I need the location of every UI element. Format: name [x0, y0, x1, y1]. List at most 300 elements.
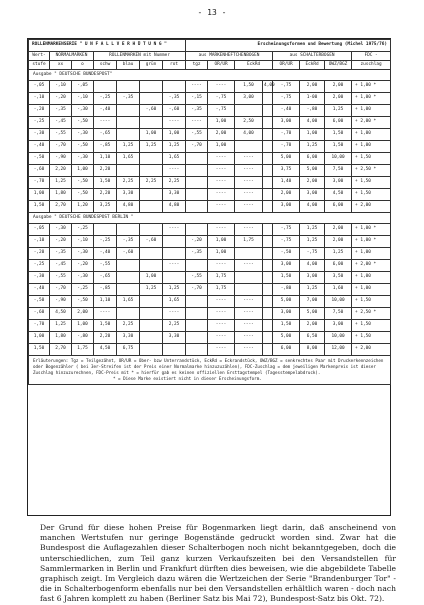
- table-cell: 12,00: [325, 344, 352, 356]
- table-cell: -,35: [50, 105, 72, 117]
- table-cell: + 2,50 *: [352, 165, 391, 177]
- table-cell: -,60: [140, 236, 163, 248]
- table-cell: 3,30: [117, 189, 140, 201]
- table-cell: 4,50: [50, 308, 72, 320]
- table-cell: -,70: [50, 284, 72, 296]
- table-title: ROLLENMARKENSERIE " U N F A L L V E R H Ü T U N G ": [29, 40, 186, 52]
- table-cell: 1,25: [325, 105, 352, 117]
- table-cell: 3,75: [273, 165, 300, 177]
- table-cell: -,50: [72, 117, 94, 129]
- table-cell: -,35: [117, 236, 140, 248]
- table-cell: 1,00: [140, 129, 163, 141]
- table-cell: ----: [163, 165, 186, 177]
- table-cell: 3,00: [273, 260, 300, 272]
- table-cell: ----: [163, 308, 186, 320]
- table-cell: ----: [235, 260, 263, 272]
- table-cell: ----: [208, 153, 235, 165]
- table-cell: -,70: [273, 141, 300, 153]
- table-cell: 1,25: [300, 224, 325, 236]
- table-cell: -,10: [72, 236, 94, 248]
- table-cell: [117, 224, 140, 236]
- table-cell: 3,50: [325, 272, 352, 284]
- table-cell: [263, 93, 273, 105]
- table-cell: ----: [208, 224, 235, 236]
- table-cell: + 1,00 *: [352, 81, 391, 93]
- table-cell: 1,00: [208, 248, 235, 260]
- column-header: grün: [140, 61, 163, 70]
- table-cell: 4,00: [300, 117, 325, 129]
- table-cell: 3,30: [163, 189, 186, 201]
- table-cell: [140, 93, 163, 105]
- column-header: stufe: [29, 61, 50, 70]
- table-cell: 1,40: [273, 177, 300, 189]
- table-cell: 1,00: [208, 236, 235, 248]
- table-cell: + 1,00: [352, 105, 391, 117]
- column-header: OWZ/BGZ: [325, 61, 352, 70]
- table-cell: -,45: [50, 117, 72, 129]
- table-cell: -,60: [117, 248, 140, 260]
- table-cell: [163, 272, 186, 284]
- table-cell: + 2,00 *: [352, 260, 391, 272]
- table-cell: 6,00: [325, 117, 352, 129]
- table-cell: -,20: [50, 236, 72, 248]
- table-cell: 2,25: [163, 177, 186, 189]
- table-cell: [235, 284, 263, 296]
- table-cell: ----: [208, 308, 235, 320]
- table-cell: 1,25: [50, 320, 72, 332]
- table-cell: + 2,00: [352, 344, 391, 356]
- table-cell: -,70: [29, 177, 50, 189]
- table-row: [29, 308, 391, 320]
- table-cell: 1,00: [29, 189, 50, 201]
- table-cell: 1,00: [208, 117, 235, 129]
- table-cell: [263, 129, 273, 141]
- table-cell: ----: [208, 332, 235, 344]
- table-cell: -,60: [140, 105, 163, 117]
- table-cell: 8,00: [300, 344, 325, 356]
- table-cell: -,05: [29, 224, 50, 236]
- table-cell: + 1,00 *: [352, 236, 391, 248]
- section-header: [29, 70, 391, 81]
- table-row: [29, 248, 391, 260]
- table-cell: ----: [163, 260, 186, 272]
- table-cell: [263, 284, 273, 296]
- table-cell: 4,80: [163, 201, 186, 213]
- table-cell: 1,25: [300, 284, 325, 296]
- table-cell: -,75: [273, 81, 300, 93]
- table-cell: + 1,00: [352, 284, 391, 296]
- table-cell: -,90: [50, 153, 72, 165]
- table-cell: 1,75: [208, 272, 235, 284]
- column-header: tgz: [186, 61, 208, 70]
- table-row: [29, 117, 391, 129]
- table-cell: ----: [235, 308, 263, 320]
- table-cell: ----: [235, 201, 263, 213]
- table-cell: [263, 260, 273, 272]
- table-cell: -,30: [72, 129, 94, 141]
- table-cell: -,75: [273, 236, 300, 248]
- table-cell: -,20: [29, 248, 50, 260]
- table-cell: -,50: [72, 296, 94, 308]
- table-cell: [263, 332, 273, 344]
- table-cell: 1,65: [163, 153, 186, 165]
- table-cell: -,10: [29, 93, 50, 105]
- table-cell: 1,25: [163, 141, 186, 153]
- table-cell: + 2,00: [352, 201, 391, 213]
- table-cell: -,55: [50, 272, 72, 284]
- table-row: [29, 81, 391, 93]
- column-header: OR/UR: [273, 61, 300, 70]
- table-cell: [140, 153, 163, 165]
- table-cell: 2,00: [300, 320, 325, 332]
- table-cell: 1,00: [140, 272, 163, 284]
- table-cell: ----: [186, 117, 208, 129]
- table-cell: 3,25: [94, 201, 117, 213]
- table-cell: [263, 153, 273, 165]
- table-row: [29, 201, 391, 213]
- table-cell: 1,50: [235, 81, 263, 93]
- table-cell: 2,00: [300, 81, 325, 93]
- table-cell: 7,00: [300, 296, 325, 308]
- table-cell: -,25: [29, 117, 50, 129]
- table-cell: -,30: [72, 272, 94, 284]
- table-cell: ----: [235, 344, 263, 356]
- table-row: [29, 129, 391, 141]
- table-cell: -,80: [72, 332, 94, 344]
- column-header: EckRd: [235, 61, 273, 70]
- column-header: Wert-: [29, 52, 50, 61]
- table-cell: 3,00: [235, 93, 263, 105]
- table-cell: [235, 105, 263, 117]
- table-cell: ----: [235, 153, 263, 165]
- table-cell: ----: [208, 177, 235, 189]
- table-cell: -,35: [117, 93, 140, 105]
- column-header: zuschlag: [352, 61, 391, 70]
- table-cell: 4,00: [235, 129, 263, 141]
- table-cell: ----: [208, 165, 235, 177]
- table-cell: -,45: [50, 260, 72, 272]
- table-cell: 1,10: [94, 296, 117, 308]
- table-cell: 2,20: [94, 332, 117, 344]
- table-cell: -,30: [29, 129, 50, 141]
- table-cell: [117, 272, 140, 284]
- table-cell: 2,25: [117, 177, 140, 189]
- table-cell: ----: [235, 296, 263, 308]
- table-cell: -,25: [29, 260, 50, 272]
- table-cell: [186, 153, 208, 165]
- table-cell: [263, 201, 273, 213]
- table-cell: 2,00: [273, 189, 300, 201]
- table-cell: 2,20: [94, 189, 117, 201]
- table-cell: -,65: [94, 129, 117, 141]
- table-cell: [140, 344, 163, 356]
- table-cell: ----: [208, 296, 235, 308]
- table-cell: 2,20: [50, 165, 72, 177]
- table-cell: [263, 177, 273, 189]
- table-cell: + 1,00 *: [352, 224, 391, 236]
- table-cell: -,10: [29, 236, 50, 248]
- table-cell: 1,25: [140, 284, 163, 296]
- table-cell: 1,50: [94, 177, 117, 189]
- stamp-value-table: [27, 38, 391, 516]
- table-cell: ----: [208, 189, 235, 201]
- table-cell: 1,80: [50, 332, 72, 344]
- table-cell: 1,00: [29, 332, 50, 344]
- column-header: aus MARKENHEFTCHENBOGEN: [186, 52, 273, 61]
- table-cell: -,10: [72, 93, 94, 105]
- section-title: Ausgabe " DEUTSCHE BUNDESPOST BERLIN ": [29, 213, 391, 224]
- table-cell: -,55: [50, 129, 72, 141]
- table-cell: -,40: [273, 105, 300, 117]
- table-cell: -,35: [50, 248, 72, 260]
- table-cell: ----: [208, 344, 235, 356]
- table-cell: -,50: [72, 177, 94, 189]
- table-cell: 2,50: [235, 117, 263, 129]
- table-cell: [163, 344, 186, 356]
- table-cell: [163, 236, 186, 248]
- table-cell: -,85: [94, 141, 117, 153]
- table-cell: + 2,00 *: [352, 117, 391, 129]
- column-header: rot: [163, 61, 186, 70]
- table-row: [29, 177, 391, 189]
- table-cell: [186, 296, 208, 308]
- table-cell: -,65: [94, 272, 117, 284]
- table-cell: 3,00: [300, 189, 325, 201]
- table-cell: 5,00: [300, 165, 325, 177]
- table-cell: -,75: [208, 93, 235, 105]
- table-row: [29, 332, 391, 344]
- table-cell: 1,50: [273, 320, 300, 332]
- table-cell: + 1,50: [352, 177, 391, 189]
- table-row: [29, 189, 391, 201]
- table-row: [29, 344, 391, 356]
- table-cell: -,40: [29, 141, 50, 153]
- table-cell: [117, 105, 140, 117]
- table-cell: 1,00: [163, 129, 186, 141]
- table-cell: 5,00: [273, 332, 300, 344]
- table-cell: -,15: [186, 93, 208, 105]
- body-paragraph: [40, 523, 396, 605]
- table-cell: 1,25: [325, 248, 352, 260]
- table-cell: 2,25: [140, 177, 163, 189]
- table-cell: [186, 308, 208, 320]
- table-cell: ----: [208, 201, 235, 213]
- table-cell: -,30: [72, 153, 94, 165]
- table-cell: + 1,50: [352, 320, 391, 332]
- table-cell: 5,00: [273, 296, 300, 308]
- table-cell: [263, 296, 273, 308]
- table-cell: 1,80: [50, 189, 72, 201]
- page-number: - 13 -: [197, 8, 227, 17]
- table-cell: 2,00: [300, 177, 325, 189]
- table-cell: -,70: [50, 141, 72, 153]
- table-cell: 1,50: [29, 201, 50, 213]
- table-cell: [263, 320, 273, 332]
- table-cell: -,25: [72, 224, 94, 236]
- table-cell: -,20: [50, 93, 72, 105]
- table-cell: 1,00: [72, 165, 94, 177]
- table-cell: 1,00: [72, 320, 94, 332]
- table-cell: 1,25: [300, 141, 325, 153]
- table-cell: [94, 81, 117, 93]
- table-cell: [117, 81, 140, 93]
- table-cell: + 1,50: [352, 189, 391, 201]
- column-header: FDC -: [352, 52, 391, 61]
- table-cell: -,80: [300, 105, 325, 117]
- table-cell: 1,25: [300, 236, 325, 248]
- table-cell: 2,00: [325, 81, 352, 93]
- table-cell: 1-00: [300, 93, 325, 105]
- table-cell: [263, 189, 273, 201]
- table-cell: [117, 129, 140, 141]
- table-cell: [94, 224, 117, 236]
- table-cell: 6,50: [300, 332, 325, 344]
- table-cell: 1,65: [117, 153, 140, 165]
- table-cell: -,70: [273, 129, 300, 141]
- column-header: blau: [117, 61, 140, 70]
- table-cell: [117, 308, 140, 320]
- table-cell: + 1,00: [352, 141, 391, 153]
- table-cell: 1,10: [94, 153, 117, 165]
- table-cell: [140, 296, 163, 308]
- table-cell: ----: [235, 177, 263, 189]
- table-cell: -,50: [72, 189, 94, 201]
- table-cell: [140, 308, 163, 320]
- table-cell: ----: [94, 308, 117, 320]
- table-cell: [186, 320, 208, 332]
- column-header: xx: [50, 61, 72, 70]
- table-row: [29, 284, 391, 296]
- table-cell: 1,65: [117, 296, 140, 308]
- column-header: schw: [94, 61, 117, 70]
- table-row: [29, 236, 391, 248]
- table-cell: -,75: [273, 93, 300, 105]
- table-cell: 3,00: [273, 117, 300, 129]
- table-cell: 6,00: [325, 260, 352, 272]
- table-row: [29, 153, 391, 165]
- table-cell: ----: [208, 81, 235, 93]
- notes-row: [29, 356, 391, 385]
- table-cell: [186, 189, 208, 201]
- table-row: [29, 93, 391, 105]
- table-cell: [140, 224, 163, 236]
- table-cell: + 1,00 *: [352, 93, 391, 105]
- table-cell: 2,00: [72, 308, 94, 320]
- table-cell: 1,50: [273, 272, 300, 284]
- table-cell: [140, 165, 163, 177]
- table-cell: -,40: [94, 248, 117, 260]
- table-cell: [263, 165, 273, 177]
- table-cell: 1,25: [163, 284, 186, 296]
- table-cell: 3,30: [163, 332, 186, 344]
- table-cell: + 1,00: [352, 272, 391, 284]
- table-row: [29, 224, 391, 236]
- table-cell: 1,50: [325, 129, 352, 141]
- table-cell: -,35: [186, 248, 208, 260]
- table-cell: 10,00: [325, 153, 352, 165]
- table-cell: ----: [208, 320, 235, 332]
- table-cell: 1,50: [94, 320, 117, 332]
- table-cell: [140, 248, 163, 260]
- column-header: NORMALMARKEN: [50, 52, 94, 61]
- table-cell: [163, 248, 186, 260]
- table-cell: ----: [235, 332, 263, 344]
- table-cell: -,35: [186, 105, 208, 117]
- table-cell: [263, 344, 273, 356]
- table-cell: [186, 165, 208, 177]
- table-cell: [186, 177, 208, 189]
- table-cell: 1,50: [325, 141, 352, 153]
- table-cell: ----: [235, 189, 263, 201]
- table-cell: -,85: [94, 284, 117, 296]
- table-cell: 1,25: [117, 141, 140, 153]
- table-cell: 6,00: [273, 344, 300, 356]
- table-cell: ----: [235, 165, 263, 177]
- table-cell: [186, 332, 208, 344]
- table-cell: -,40: [94, 105, 117, 117]
- table-cell: 6,00: [300, 153, 325, 165]
- table-cell: 3,00: [273, 201, 300, 213]
- table-cell: ----: [235, 320, 263, 332]
- table-cell: [140, 189, 163, 201]
- table-row: [29, 296, 391, 308]
- table-cell: 1,25: [140, 141, 163, 153]
- table-cell: 2,00: [325, 93, 352, 105]
- table-cell: + 1,50: [352, 296, 391, 308]
- table-cell: -,90: [50, 296, 72, 308]
- table-subtitle: Erscheinungsformen und Bewertung (Michel 1975/76): [186, 40, 391, 52]
- table-cell: 1,75: [72, 344, 94, 356]
- table-cell: -,75: [273, 224, 300, 236]
- table-cell: 2,25: [117, 320, 140, 332]
- note-line: Erläuterungen: Tgz = Teilgezähnt, OR/UR = Ober- bzw Unterrandstück, EckRd = Eckrandstück, OWZ/BGZ = senkrechtes Paar mit Druckerkennzeichen oder Bogenzähler ( bei 3er-Streifen ist der Preis einer Normalmarke hinzuzuzählen), FDC-Zuschlag = dem jeweiligen Markenpreis ist dieser Zuschlag hinzuzurechnen, FDC-Preis mit * = hierfür gab es keinen offiziellen Ersttagstempel (Tagesstempelabdruck).: [33, 358, 384, 375]
- table-cell: [117, 260, 140, 272]
- table-cell: 2,00: [325, 224, 352, 236]
- header-row-1: [29, 52, 391, 61]
- table-cell: -,70: [186, 284, 208, 296]
- table-row: [29, 320, 391, 332]
- table-notes: [29, 356, 391, 385]
- table-cell: -,20: [29, 105, 50, 117]
- table-cell: 4,50: [325, 189, 352, 201]
- table-cell: 2,20: [94, 165, 117, 177]
- table-cell: [140, 332, 163, 344]
- table-cell: [186, 201, 208, 213]
- table-cell: [263, 308, 273, 320]
- table-cell: -,05: [29, 81, 50, 93]
- table-cell: -,50: [273, 248, 300, 260]
- table-cell: 3,00: [325, 177, 352, 189]
- table-cell: 7,50: [325, 308, 352, 320]
- table-cell: -,40: [29, 284, 50, 296]
- table-cell: -,80: [273, 284, 300, 296]
- table-cell: -,50: [29, 296, 50, 308]
- note-line: * = Diese Marke existiert nicht in dieser Erscheinungsform.: [113, 376, 262, 381]
- table-cell: [163, 81, 186, 93]
- header-row-2: [29, 61, 391, 70]
- table-cell: -,75: [208, 105, 235, 117]
- table-cell: [263, 224, 273, 236]
- paragraph-text: Der Grund für diese hohen Preise für Bogenmarken liegt darin, daß anscheinend von manchen Wertstufen nur geringe Bogenstände gedruckt worden sind. Zwar hat die Bundespost die Auflagezahlen dieser Schalterbogen noch nicht bekanntgegeben, doch die unterschiedlichen, zum Teil ganz kurzen Verkaufszeiten bei den Versandstellen für Sammlermarken in Berlin und Frankfurt dürften dies beweisen, wie die abgebildete Tabelle graphisch zeigt. Im Vergleich dazu wären die Wertzeichen der Serie "Brandenburger Tor" - die in Schalterbogenform ebenfalls nur bei den Versandstellen erhältlich waren - doch nach fast 6 Jahren komplett zu haben (Berliner Satz bis Mai 72), Bundespost-Satz bis Okt. 72).: [40, 523, 396, 604]
- table-cell: [235, 141, 263, 153]
- table-cell: 3,00: [273, 308, 300, 320]
- table-cell: 1,50: [29, 344, 50, 356]
- table-cell: + 1,50: [352, 153, 391, 165]
- table-cell: ----: [235, 224, 263, 236]
- column-header: ROLLENMARKEN mit Nummer: [94, 52, 186, 61]
- table-cell: -,70: [29, 320, 50, 332]
- table-cell: [186, 344, 208, 356]
